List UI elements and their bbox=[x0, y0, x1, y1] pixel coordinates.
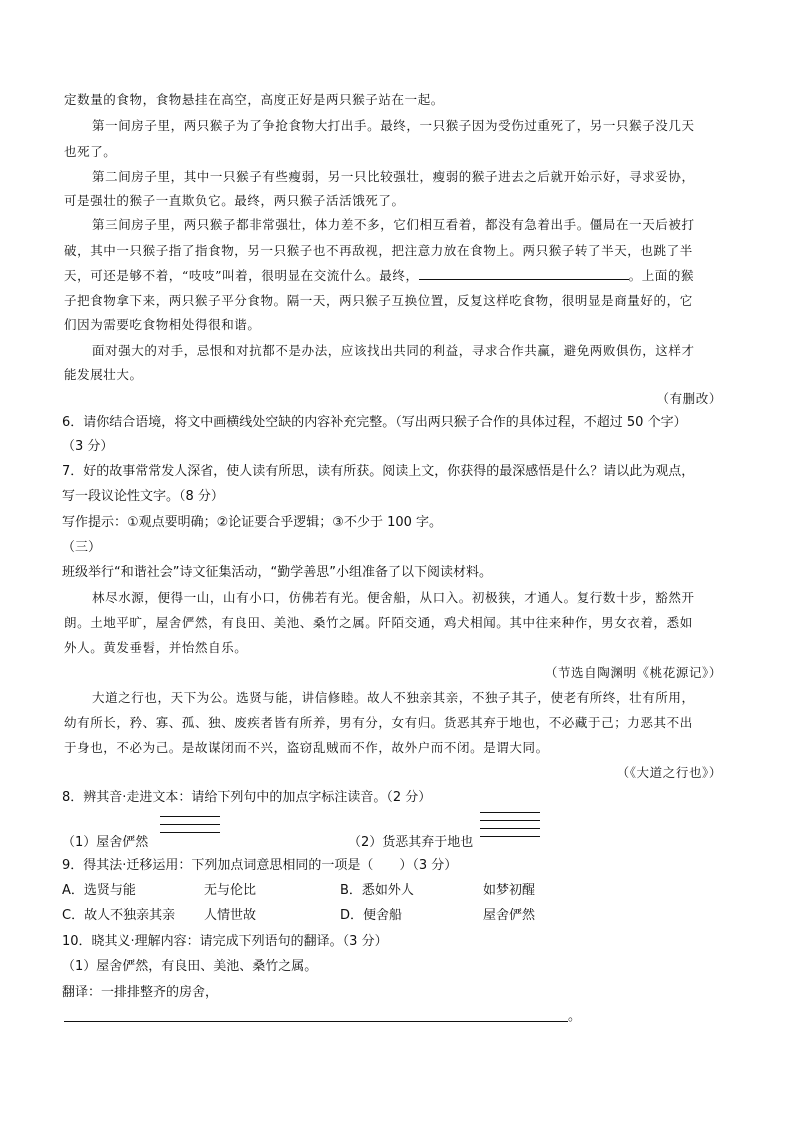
question-7-cont: 写一段议论性文字。（8 分） bbox=[62, 489, 224, 504]
pinyin-blank[interactable] bbox=[480, 828, 540, 829]
passage-line: 第三间房子里，两只猴子都非常强壮，体力差不多，它们相互看着，都没有急着出手。僵局在一天后被打 bbox=[92, 217, 695, 232]
passage-line-text: 。上面的猴 bbox=[628, 268, 695, 283]
section-intro: 班级举行“和谐社会”诗文征集活动，“勤学善思”小组准备了以下阅读材料。 bbox=[62, 565, 492, 580]
question-8: 8．辨其音·走进文本：请给下列句中的加点字标注读音。（2 分） bbox=[62, 790, 432, 805]
question-10: 10．晓其义·理解内容：请完成下列语句的翻译。（3 分） bbox=[62, 934, 388, 949]
pinyin-blank[interactable] bbox=[480, 812, 540, 813]
passage-line: 子把食物拿下来，两只猴子平分食物。隔一天，两只猴子互换位置，反复这样吃食物，很明显是商量好的，它 bbox=[64, 293, 693, 308]
passage-line: 们因为需要吃食物相处得很和谐。 bbox=[64, 317, 261, 332]
passage-line: 第二间房子里，其中一只猴子有些瘦弱，另一只比较强壮，瘦弱的猴子进去之后就开始示好，寻求妥协， bbox=[92, 169, 695, 184]
passage-line: 第一间房子里，两只猴子为了争抢食物大打出手。最终，一只猴子因为受伤过重死了，另一只猴子没几天 bbox=[92, 118, 695, 133]
option-a-pair: 无与伦比 bbox=[204, 883, 257, 898]
writing-hint: 写作提示：①观点要明确；②论证要合乎逻辑；③不少于 100 字。 bbox=[62, 515, 443, 530]
source-citation: （节选自陶渊明《桃花源记》） bbox=[544, 665, 722, 680]
classical-text-line: 外人。黄发垂髫，并怡然自乐。 bbox=[64, 640, 248, 655]
question-10-item-1: （1）屋舍俨然，有良田、美池、桑竹之属。 bbox=[62, 959, 318, 974]
classical-text-line: 朗。土地平旷，屋舍俨然，有良田、美池、桑竹之属。阡陌交通，鸡犬相闻。其中往来种作，男女衣着，悉如 bbox=[64, 615, 693, 630]
pinyin-blank[interactable] bbox=[160, 824, 220, 825]
source-citation: （《大道之行也》） bbox=[616, 765, 722, 780]
source-note: （有删改） bbox=[656, 391, 722, 406]
option-b[interactable]: B．悉如外人 bbox=[340, 883, 414, 898]
question-7: 7．好的故事常常发人深省，使人读有所思，读有所获。阅读上文，你获得的最深感悟是什么？请以此为观点， bbox=[62, 464, 695, 479]
pinyin-blank[interactable] bbox=[480, 820, 540, 821]
classical-text-line: 于身也，不必为己。是故谋闭而不兴，盗窃乱贼而不作，故外户而不闭。是谓大同。 bbox=[64, 740, 549, 755]
classical-text-line: 大道之行也，天下为公。选贤与能，讲信修睦。故人不独亲其亲，不独子其子，使老有所终，壮有所用， bbox=[92, 690, 695, 705]
classical-text-line: 林尽水源，便得一山，山有小口，仿佛若有光。便舍船，从口入。初极狭，才通人。复行数十步，豁然开 bbox=[92, 590, 695, 605]
translation-end-mark: 。 bbox=[568, 1009, 582, 1024]
passage-line: 可是强壮的猴子一直欺负它。最终，两只猴子活活饿死了。 bbox=[64, 193, 405, 208]
pinyin-blank[interactable] bbox=[160, 832, 220, 833]
passage-line: 面对强大的对手，忌恨和对抗都不是办法，应该找出共同的利益，寻求合作共赢，避免两败俱伤，这样才 bbox=[92, 343, 695, 358]
passage-line-text: 天，可还是够不着，“吱吱”叫着，很明显在交流什么。最终， bbox=[64, 268, 419, 283]
question-8-item-2: （2）货恶其弃于地也 bbox=[348, 835, 474, 850]
question-9: 9．得其法·迁移运用：下列加点词意思相同的一项是（ ）（3 分） bbox=[62, 858, 458, 873]
translation-prompt: 翻译：一排排整齐的房舍， bbox=[62, 985, 219, 1000]
option-d[interactable]: D．便舍船 bbox=[340, 908, 403, 923]
passage-line: 破，其中一只猴子指了指食物，另一只猴子也不再敌视，把注意力放在食物上。两只猴子转了半天，也跳了半 bbox=[64, 243, 693, 258]
question-8-item-1: （1）屋舍俨然 bbox=[62, 835, 149, 850]
option-a[interactable]: A．选贤与能 bbox=[62, 883, 136, 898]
option-b-pair: 如梦初醒 bbox=[483, 883, 536, 898]
question-6-score: （3 分） bbox=[62, 439, 114, 454]
passage-line: 定数量的食物，食物悬挂在高空，高度正好是两只猴子站在一起。 bbox=[64, 92, 444, 107]
classical-text-line: 幼有所长，矜、寡、孤、独、废疾者皆有所养，男有分，女有归。货恶其弃于地也，不必藏于己；力恶其不出 bbox=[64, 715, 693, 730]
section-label: （三） bbox=[62, 540, 102, 555]
pinyin-blank[interactable] bbox=[160, 816, 220, 817]
passage-line: 也死了。 bbox=[64, 144, 117, 159]
translation-answer-line[interactable] bbox=[64, 1021, 568, 1022]
question-6: 6．请你结合语境，将文中画横线处空缺的内容补充完整。（写出两只猴子合作的具体过程，不超过 50 个字） bbox=[62, 415, 687, 430]
option-c[interactable]: C．故人不独亲其亲 bbox=[62, 908, 176, 923]
option-d-pair: 屋舍俨然 bbox=[483, 908, 536, 923]
answer-blank[interactable] bbox=[419, 267, 629, 280]
option-c-pair: 人情世故 bbox=[204, 908, 257, 923]
pinyin-blank[interactable] bbox=[480, 836, 540, 837]
passage-line-with-blank bbox=[64, 267, 694, 285]
passage-line: 能发展壮大。 bbox=[64, 367, 143, 382]
